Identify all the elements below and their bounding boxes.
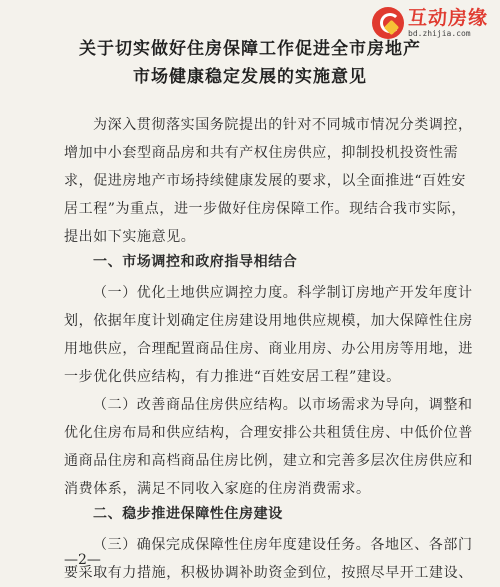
body-line: 提出如下实施意见。 — [64, 229, 196, 245]
section-heading-2: 二、稳步推进保障性住房建设 — [93, 506, 283, 522]
body-line: 增加中小套型商品房和共有产权住房供应，抑制投机投资性需 — [64, 145, 459, 161]
body-line: 用地供应，合理配置商品住房、商业用房、办公用房等用地，进 — [64, 341, 473, 357]
body-line: （一）优化土地供应调控力度。科学制订房地产开发年度计 — [93, 285, 473, 301]
body-line: 通商品住房和高档商品住房比例，建立和完善多层次住房供应和 — [64, 453, 473, 469]
watermark-url: bd.zhijia.com — [408, 28, 471, 38]
body-line: 求，促进房地产市场持续健康发展的要求，以全面推进“百姓安 — [64, 173, 466, 189]
body-line: 划，依据年度计划确定住房建设用地供应规模，加大保障性住房 — [64, 313, 473, 329]
body-line: （二）改善商品住房供应结构。以市场需求为导向，调整和 — [93, 397, 473, 413]
document-title-line-2: 市场健康稳定发展的实施意见 — [133, 67, 367, 87]
body-line: 要采取有力措施，积极协调补助资金到位，按照尽早开工建设、 — [64, 565, 473, 581]
body-line: 居工程”为重点，进一步做好住房保障工作。现结合我市实际， — [64, 201, 466, 217]
body-line: 优化住房布局和供应结构，合理安排公共租赁住房、中低价位普 — [64, 425, 473, 441]
section-heading-1: 一、市场调控和政府指导相结合 — [93, 254, 298, 270]
body-line: 一步优化供应结构，有力推进“百姓安居工程”建设。 — [64, 369, 401, 385]
body-line: （三）确保完成保障性住房年度建设任务。各地区、各部门 — [93, 537, 473, 553]
watermark-brand: 互动房缘 — [408, 6, 489, 29]
page-number: —2— — [64, 552, 101, 568]
body-line: 为深入贯彻落实国务院提出的针对不同城市情况分类调控， — [93, 117, 473, 133]
body-line: 消费体系，满足不同收入家庭的住房消费需求。 — [64, 481, 371, 497]
document-title-line-1: 关于切实做好住房保障工作促进全市房地产 — [79, 39, 421, 59]
